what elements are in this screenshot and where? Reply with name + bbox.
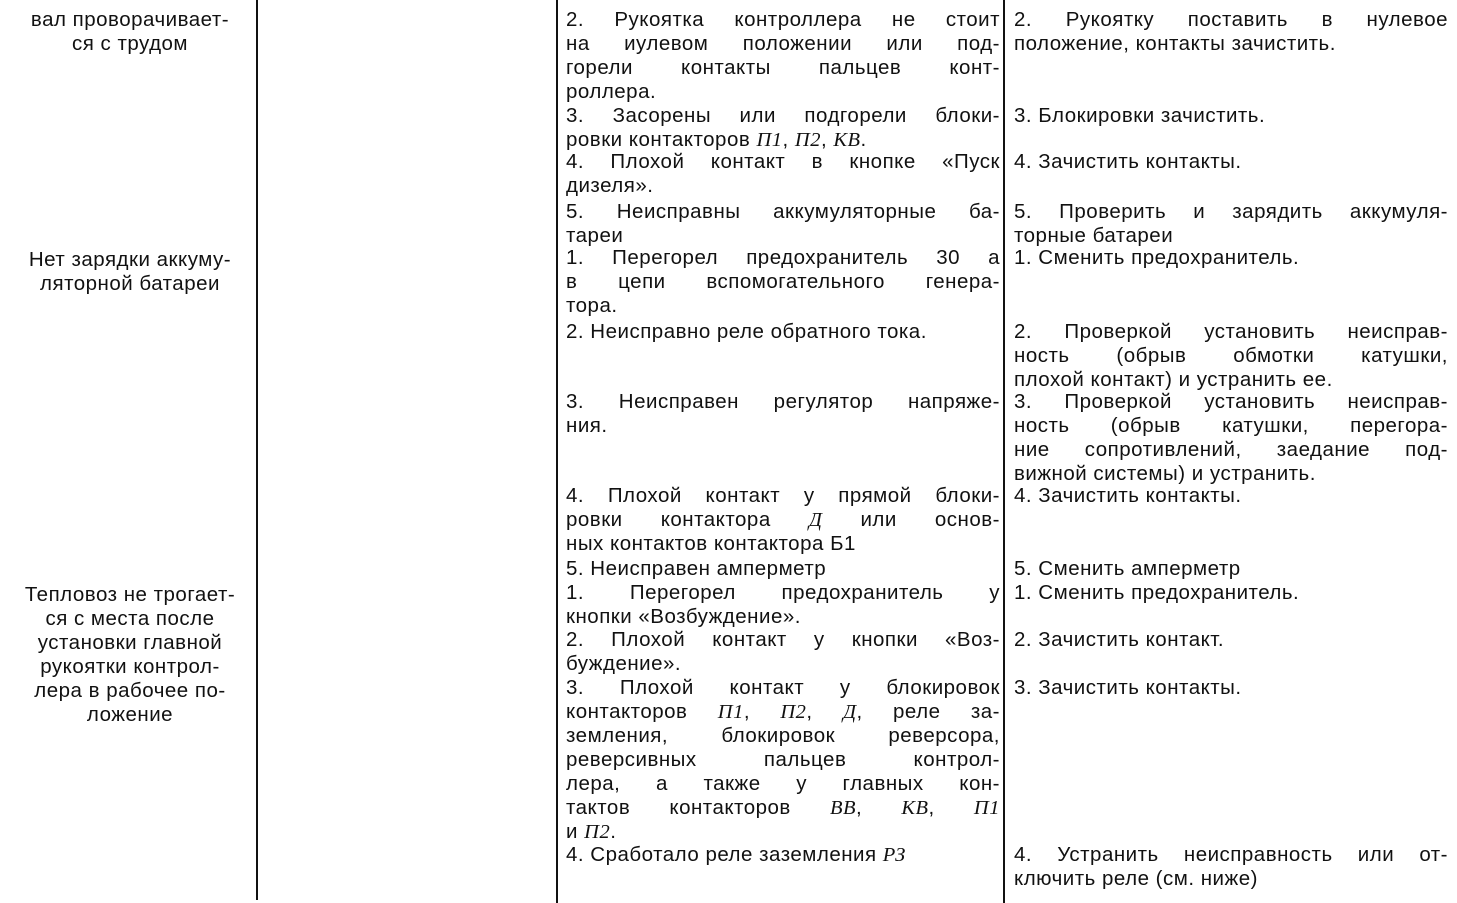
text-line: вал проворачивает- bbox=[30, 8, 230, 31]
text-line: 1. Перегорел предохранитель 30 а bbox=[566, 246, 1000, 269]
text-line: 3. Засорены или подгорели блоки- bbox=[566, 104, 1000, 127]
text-line: 2. Рукоятка контроллера не стоит bbox=[566, 8, 1000, 31]
text-line: ключить реле (см. ниже) bbox=[1014, 867, 1258, 890]
text-line: 5. Сменить амперметр bbox=[1014, 557, 1241, 580]
text-line: ние сопротивлений, заедание под- bbox=[1014, 438, 1448, 461]
text-line: ся с трудом bbox=[71, 32, 189, 55]
text-line: ляторной батареи bbox=[40, 272, 220, 295]
text-line: 4. Сработало реле заземления РЗ bbox=[566, 843, 906, 866]
text-line: дизеля». bbox=[566, 174, 654, 197]
text-line: 4. Плохой контакт у прямой блоки- bbox=[566, 484, 1000, 507]
text-line: установки главной bbox=[37, 631, 223, 654]
column-divider-middle bbox=[556, 0, 558, 903]
text-line: 5. Неисправен амперметр bbox=[566, 557, 827, 580]
text-line: тора. bbox=[566, 294, 618, 317]
text-line: лера в рабочее по- bbox=[34, 679, 226, 702]
text-line: рукоятки контрол- bbox=[40, 655, 220, 678]
text-line: горели контакты пальцев конт- bbox=[566, 56, 1000, 79]
text-line: на иулевом положении или под- bbox=[566, 32, 1000, 55]
text-line: торные батареи bbox=[1014, 224, 1174, 247]
text-line: ния. bbox=[566, 414, 608, 437]
text-line: Нет зарядки аккуму- bbox=[28, 248, 232, 271]
text-line: контакторов П1, П2, Д, реле за- bbox=[566, 700, 1000, 723]
text-line: 3. Неисправен регулятор напряже- bbox=[566, 390, 1000, 413]
text-line: 1. Перегорел предохранитель у bbox=[566, 581, 1000, 604]
text-line: реверсивных пальцев контрол- bbox=[566, 748, 1000, 771]
text-line: вижной системы) и устранить. bbox=[1014, 462, 1316, 485]
text-line: ложение bbox=[86, 703, 174, 726]
text-line: 5. Неисправны аккумуляторные ба- bbox=[566, 200, 1000, 223]
text-line: ся с места после bbox=[45, 607, 215, 630]
text-line: 3. Блокировки зачистить. bbox=[1014, 104, 1266, 127]
text-line: ность (обрыв катушки, перегора- bbox=[1014, 414, 1448, 437]
text-line: 4. Устранить неисправность или от- bbox=[1014, 843, 1448, 866]
text-line: 4. Зачистить контакты. bbox=[1014, 150, 1242, 173]
text-line: 2. Плохой контакт у кнопки «Воз- bbox=[566, 628, 1000, 651]
text-line: 1. Сменить предохранитель. bbox=[1014, 246, 1300, 269]
text-line: плохой контакт) и устранить ее. bbox=[1014, 368, 1333, 391]
text-line: 4. Плохой контакт в кнопке «Пуск bbox=[566, 150, 1000, 173]
text-line: 3. Плохой контакт у блокировок bbox=[566, 676, 1000, 699]
text-line: тареи bbox=[566, 224, 624, 247]
column-divider-left bbox=[256, 0, 258, 900]
text-line: 5. Проверить и зарядить аккумуля- bbox=[1014, 200, 1448, 223]
text-line: 2. Рукоятку поставить в нулевое bbox=[1014, 8, 1448, 31]
text-line: 3. Зачистить контакты. bbox=[1014, 676, 1242, 699]
text-line: 2. Зачистить контакт. bbox=[1014, 628, 1225, 651]
text-line: кнопки «Возбуждение». bbox=[566, 605, 801, 628]
text-line: ровки контактора Д или основ- bbox=[566, 508, 1000, 531]
text-line: буждение». bbox=[566, 652, 682, 675]
column-divider-right bbox=[1003, 0, 1005, 903]
text-line: ных контактов контактора Б1 bbox=[566, 532, 856, 555]
text-line: тактов контакторов ВВ, КВ, П1 bbox=[566, 796, 1000, 819]
text-line: роллера. bbox=[566, 80, 657, 103]
text-line: 4. Зачистить контакты. bbox=[1014, 484, 1242, 507]
text-line: Тепловоз не трогает- bbox=[24, 583, 236, 606]
text-line: 2. Проверкой установить неисправ- bbox=[1014, 320, 1448, 343]
text-line: 3. Проверкой установить неисправ- bbox=[1014, 390, 1448, 413]
text-line: 1. Сменить предохранитель. bbox=[1014, 581, 1300, 604]
text-line: ровки контакторов П1, П2, КВ. bbox=[566, 128, 867, 151]
text-line: земления, блокировок реверсора, bbox=[566, 724, 1000, 747]
text-line: ность (обрыв обмотки катушки, bbox=[1014, 344, 1448, 367]
text-line: в цепи вспомогательного генера- bbox=[566, 270, 1000, 293]
text-line: положение, контакты зачистить. bbox=[1014, 32, 1336, 55]
text-line: и П2. bbox=[566, 820, 617, 843]
text-line: лера, а также у главных кон- bbox=[566, 772, 1000, 795]
text-line: 2. Неисправно реле обратного тока. bbox=[566, 320, 927, 343]
